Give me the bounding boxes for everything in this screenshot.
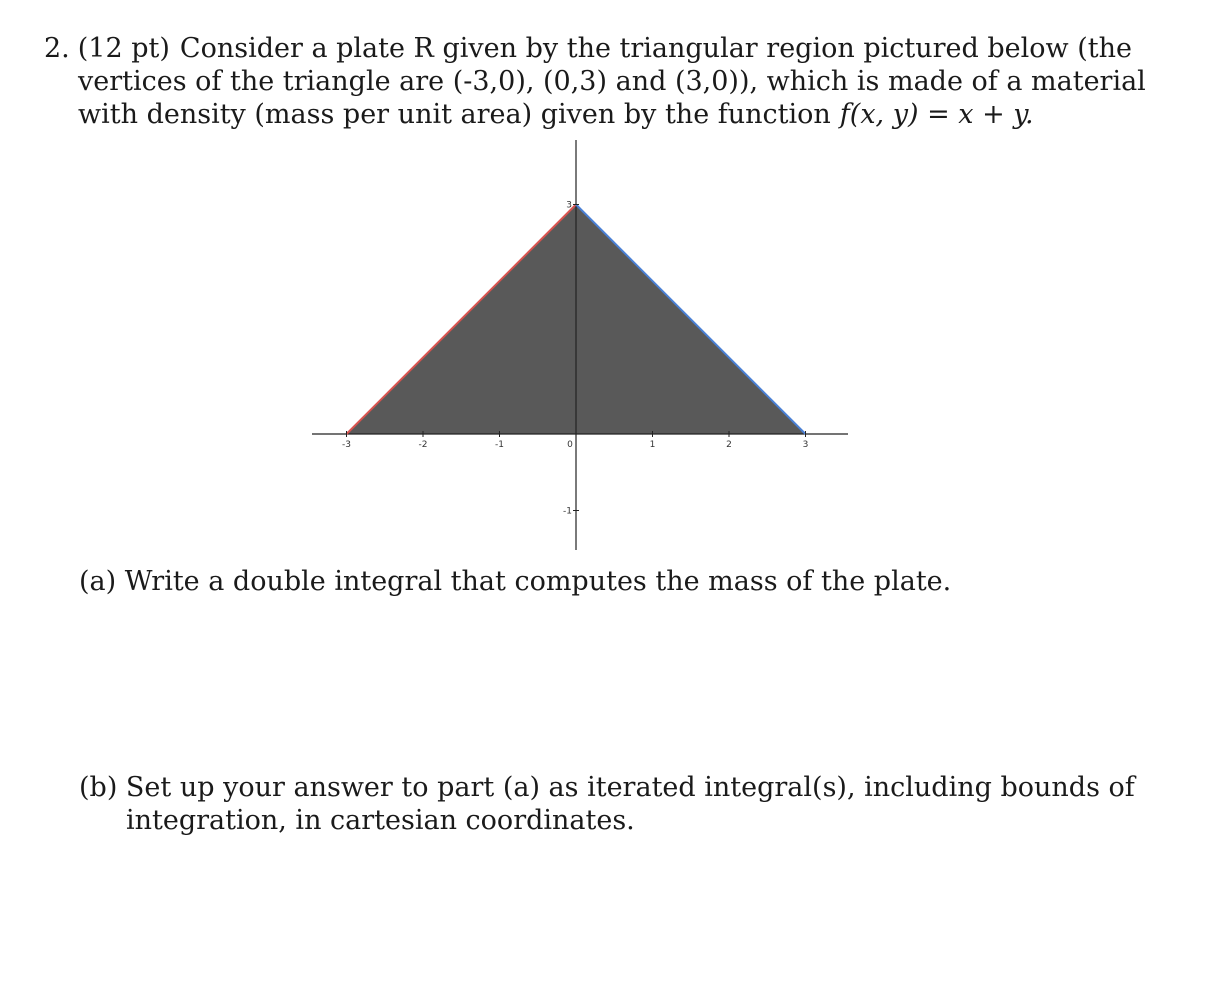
problem-line2-text: vertices of the triangle are (-3,0), (0,3) and (3,0)), which is made of a material [78, 66, 1146, 97]
problem-number: 2. [44, 33, 70, 64]
x-tick-label-1: -2 [418, 440, 428, 450]
density-function: f(x, y) = x + y. [839, 99, 1034, 130]
part-a: (a) Write a double integral that computes the mass of the plate. [79, 566, 952, 597]
x-tick-label-2: -1 [495, 440, 504, 450]
problem-statement [44, 32, 1146, 131]
part-b-line-2: integration, in cartesian coordinates. [126, 805, 635, 836]
part-b-line-1: (b) Set up your answer to part (a) as iterated integral(s), including bounds of [79, 772, 1135, 803]
x-tick-label-6: 3 [802, 440, 809, 450]
x-tick-label-4: 1 [649, 440, 656, 450]
y-tick-label-1: 3 [566, 200, 572, 211]
part-b [79, 771, 1135, 837]
problem-line-1 [44, 32, 1132, 65]
y-tick-label-0: -1 [563, 506, 572, 517]
x-tick-label-0: -3 [342, 440, 351, 450]
triangle-figure [300, 140, 860, 555]
problem-line3-text: with density (mass per unit area) given by the function [78, 99, 831, 130]
x-tick-label-3: 0 [567, 440, 573, 450]
problem-line1-text: Consider a plate R given by the triangular region pictured below (the [179, 33, 1132, 64]
problem-points: (12 pt) [77, 33, 170, 64]
problem-line-3 [44, 98, 1084, 131]
x-tick-label-5: 2 [726, 440, 732, 450]
problem-line-2 [44, 65, 1146, 98]
